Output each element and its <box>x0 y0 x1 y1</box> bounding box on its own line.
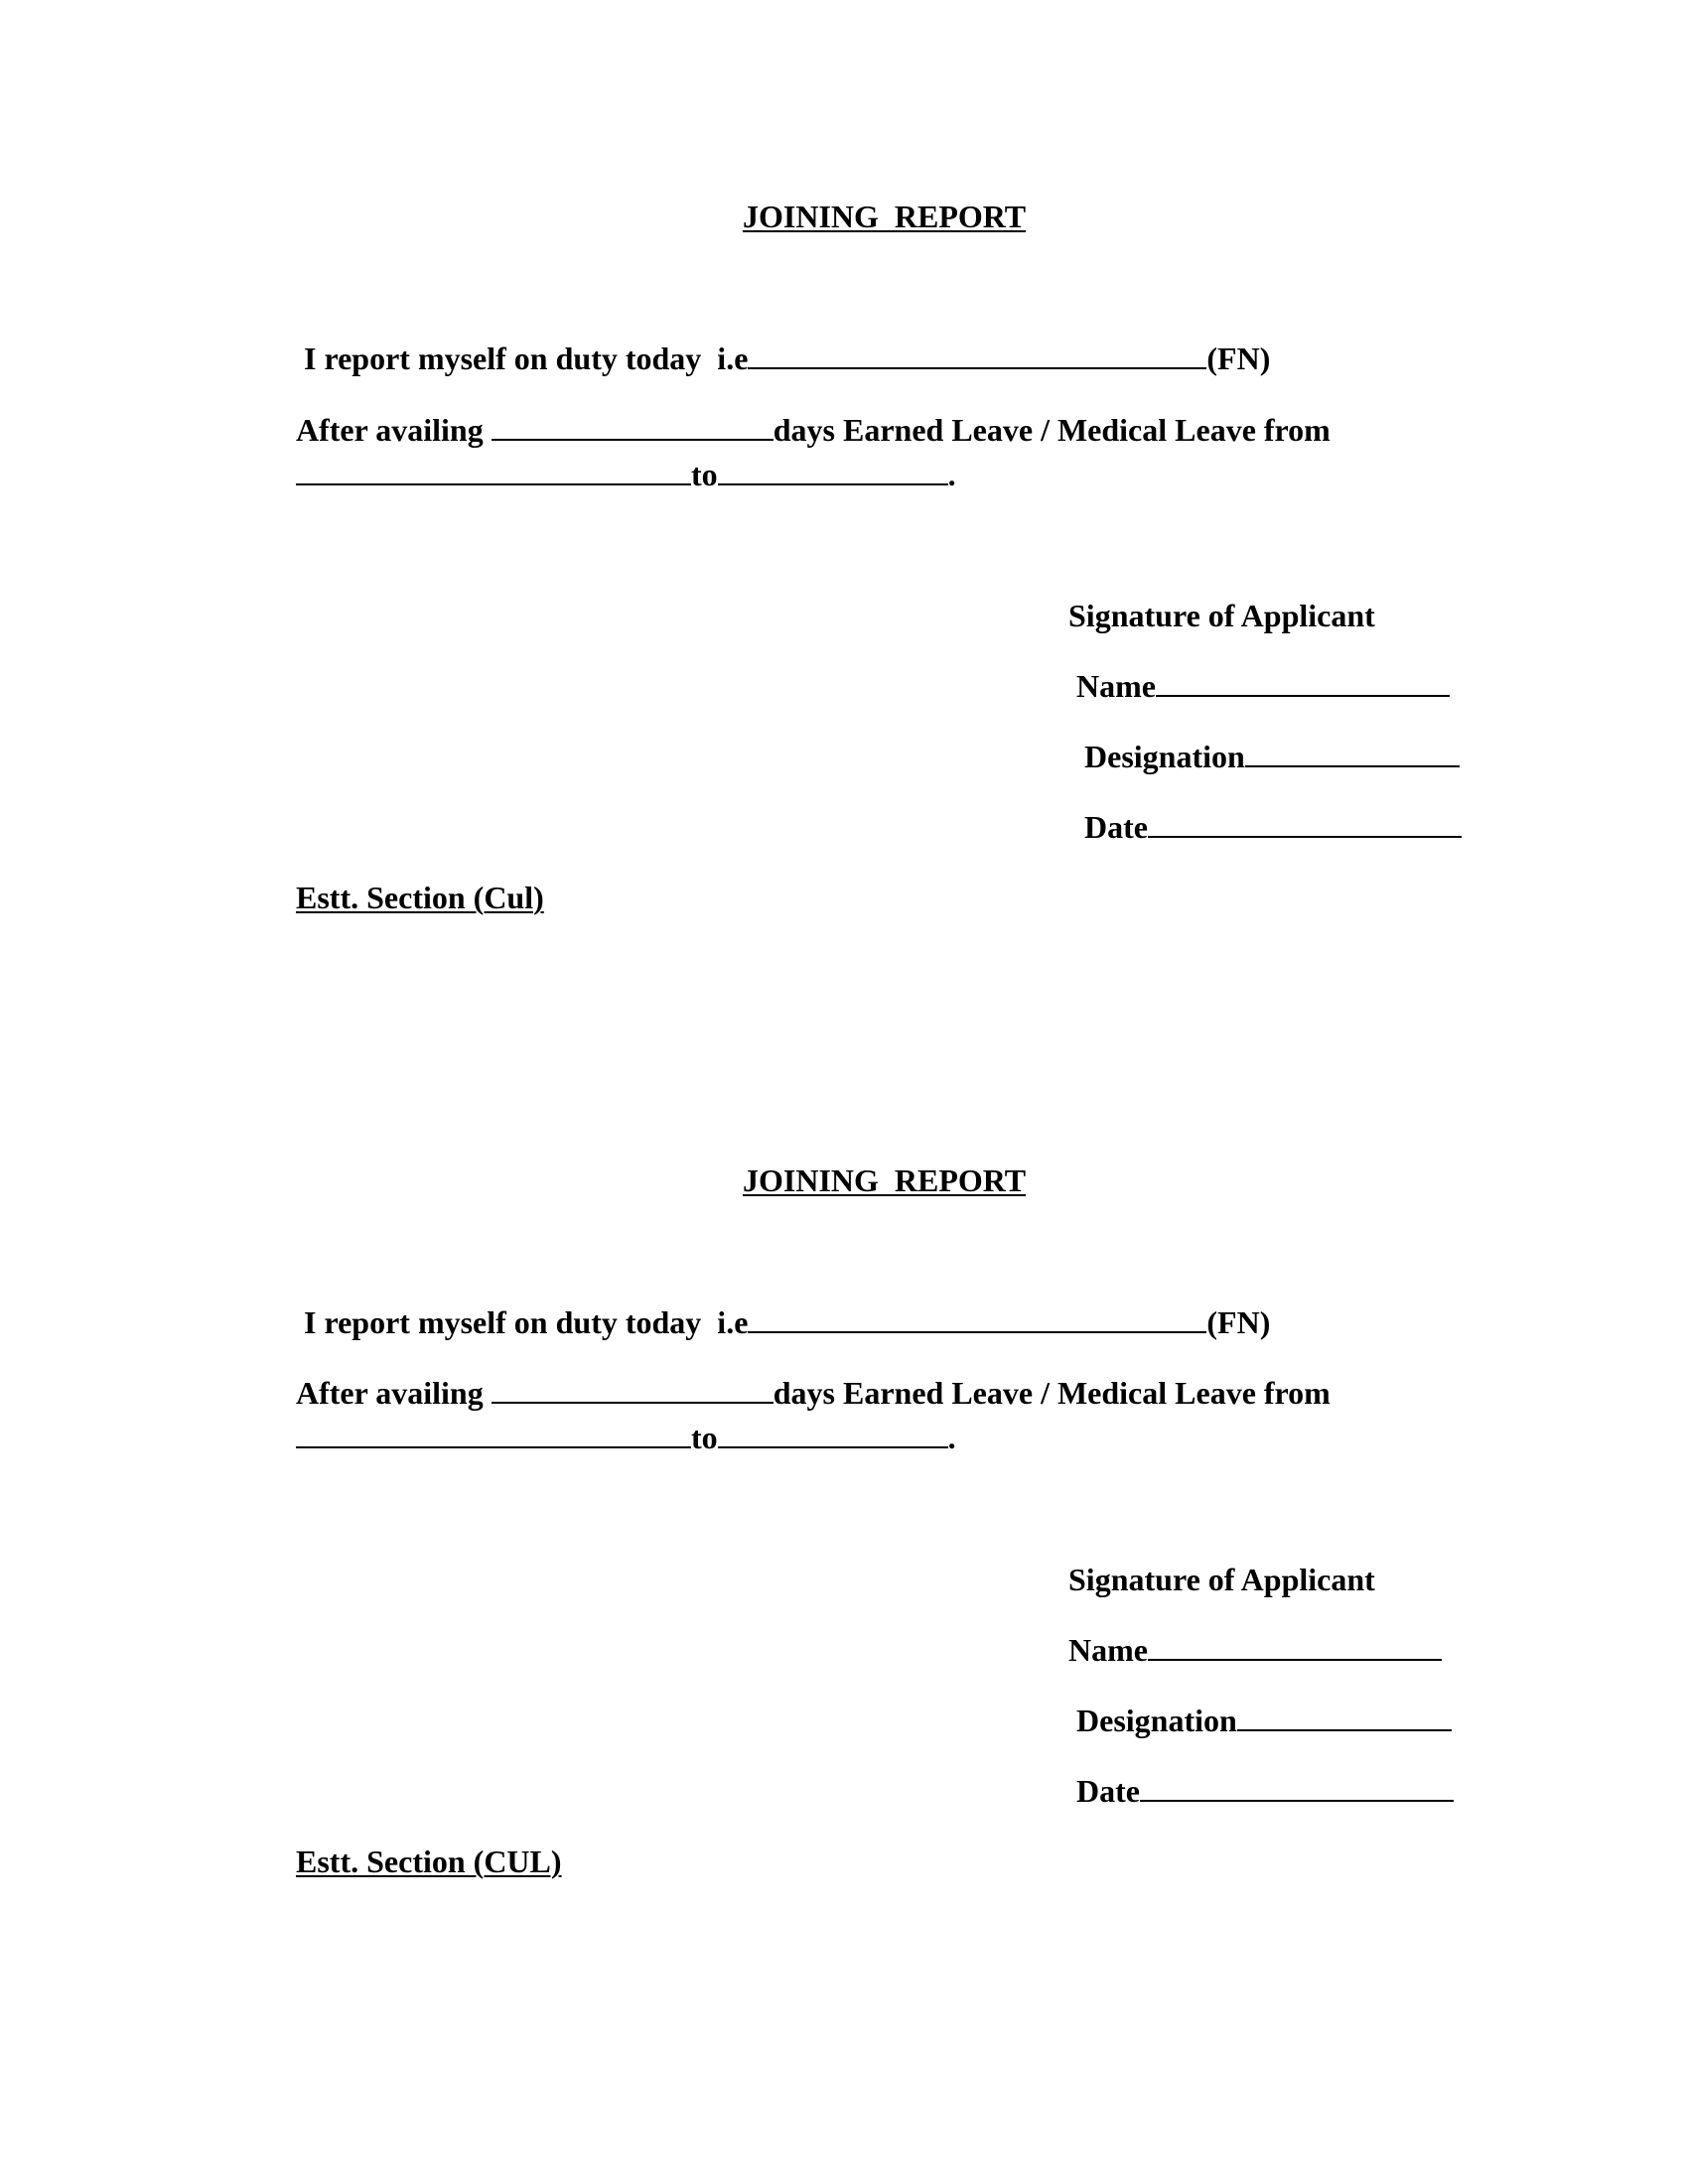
name-blank[interactable] <box>1156 667 1450 697</box>
availing-suffix: days Earned Leave / Medical Leave from <box>773 1375 1331 1411</box>
date-label: Date <box>1076 1773 1140 1809</box>
duty-prefix: I report myself on duty today i.e <box>304 1304 749 1340</box>
days-blank[interactable] <box>492 1374 774 1404</box>
name-label: Name <box>1068 1632 1148 1668</box>
duty-date-blank[interactable] <box>748 1303 1206 1333</box>
duty-line <box>304 1302 1270 1342</box>
name-blank[interactable] <box>1148 1631 1442 1661</box>
duty-suffix: (FN) <box>1206 1304 1271 1340</box>
period-line <box>296 455 956 494</box>
availing-prefix: After availing <box>296 1375 492 1411</box>
date-line <box>1084 807 1462 847</box>
name-line <box>1068 1630 1442 1670</box>
date-line <box>1076 1771 1454 1811</box>
availing-prefix: After availing <box>296 412 492 448</box>
duty-line <box>304 339 1270 378</box>
from-date-blank[interactable] <box>296 456 691 485</box>
date-blank[interactable] <box>1148 808 1462 838</box>
duty-prefix: I report myself on duty today i.e <box>304 341 749 376</box>
period-end: . <box>947 1420 956 1455</box>
to-date-blank[interactable] <box>718 456 948 485</box>
designation-blank[interactable] <box>1245 738 1460 767</box>
name-line <box>1076 666 1450 706</box>
period-line <box>296 1418 956 1457</box>
designation-blank[interactable] <box>1237 1702 1452 1731</box>
designation-label: Designation <box>1076 1703 1237 1738</box>
availing-line <box>296 410 1331 450</box>
date-label: Date <box>1084 809 1148 845</box>
estt-section-footer: Estt. Section (CUL) <box>296 1843 562 1879</box>
designation-line <box>1076 1701 1452 1740</box>
to-date-blank[interactable] <box>718 1419 948 1448</box>
designation-label: Designation <box>1084 739 1245 774</box>
availing-line <box>296 1373 1331 1413</box>
period-end: . <box>947 457 956 492</box>
days-blank[interactable] <box>492 411 774 441</box>
report-title: JOINING REPORT <box>743 199 1027 234</box>
from-date-blank[interactable] <box>296 1419 691 1448</box>
signature-label: Signature of Applicant <box>1068 1562 1375 1597</box>
estt-section-footer: Estt. Section (Cul) <box>296 880 544 915</box>
signature-label: Signature of Applicant <box>1068 598 1375 633</box>
duty-suffix: (FN) <box>1206 341 1271 376</box>
report-title: JOINING REPORT <box>743 1162 1027 1198</box>
duty-date-blank[interactable] <box>748 340 1206 369</box>
availing-suffix: days Earned Leave / Medical Leave from <box>773 412 1331 448</box>
to-label: to <box>691 1420 718 1455</box>
designation-line <box>1084 737 1460 776</box>
name-label: Name <box>1076 668 1156 704</box>
to-label: to <box>691 457 718 492</box>
date-blank[interactable] <box>1140 1772 1454 1802</box>
